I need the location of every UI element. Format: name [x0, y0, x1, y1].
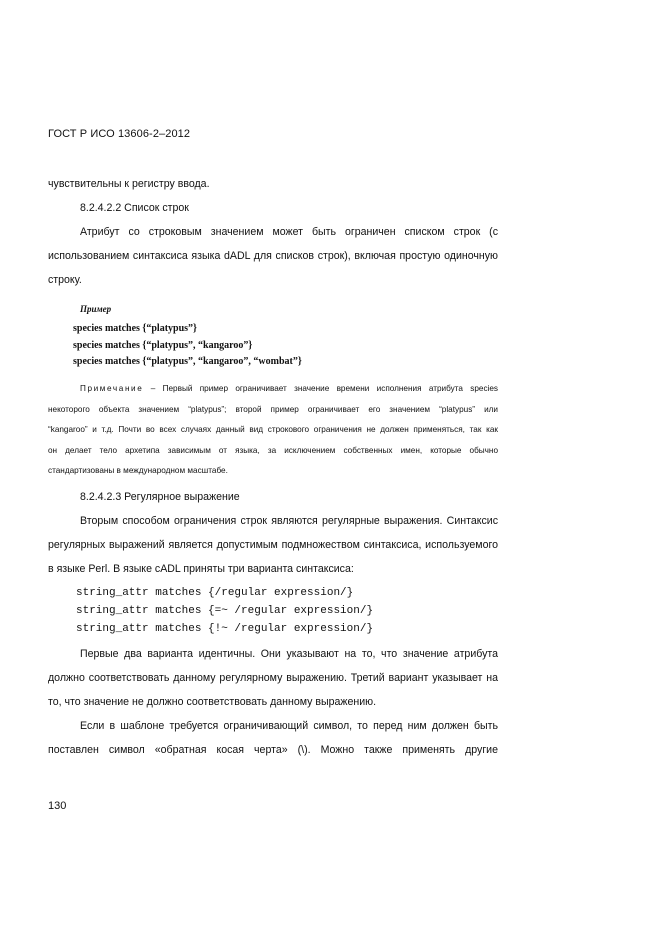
text-line-wrap	[80, 515, 498, 527]
note-text: – Первый пример ограничивает значение времени исполнения атрибута species	[143, 384, 498, 393]
text-line-wrap	[80, 226, 498, 238]
text-line: Атрибут со строковым значением может быть ограничен списком строк (с	[80, 226, 498, 238]
text-line: в языке Perl. В языке cADL приняты три варианта синтаксиса:	[48, 563, 354, 575]
text-line-wrap	[48, 744, 498, 756]
note-text: он делает тело архетипа зависимым от языка, за исключением собственных имен, которые обычно	[48, 446, 498, 455]
example-code-line: species matches {“platypus”, “kangaroo”}	[73, 340, 253, 351]
example-code-line: species matches {“platypus”}	[73, 323, 197, 334]
text-line: регулярных выражений является допустимым подмножеством синтаксиса, используемого	[48, 539, 498, 551]
note-text: стандартизованы в международном масштабе.	[48, 466, 228, 475]
text-line: поставлен символ «обратная косая черта» (\). Можно также применять другие	[48, 744, 498, 756]
text-line: чувствительны к регистру ввода.	[48, 178, 210, 190]
note-line-wrap	[48, 446, 498, 455]
example-code-line: species matches {“platypus”, “kangaroo”, “wombat”}	[73, 356, 302, 367]
page-header: ГОСТ Р ИСО 13606-2–2012	[48, 128, 191, 140]
text-line: Вторым способом ограничения строк являются регулярные выражения. Синтаксис	[80, 515, 498, 527]
text-line-wrap	[80, 720, 498, 732]
note-line-wrap	[80, 384, 498, 393]
note-label: Примечание	[80, 384, 144, 393]
note-text: некоторого объекта значением “platypus”; второй пример ограничивает его значением “platypus” или	[48, 405, 498, 414]
subsection-heading: 8.2.4.2.2 Список строк	[80, 202, 189, 214]
text-line: строку.	[48, 274, 82, 286]
text-line-wrap	[48, 672, 498, 684]
note-text: “kangaroo” и т.д. Почти во всех случаях данный вид строкового ограничения не должен применяться, так как	[48, 425, 498, 434]
note-first-line	[80, 384, 498, 393]
text-line: Первые два варианта идентичны. Они указывают на то, что значение атрибута	[80, 648, 498, 660]
text-line-wrap	[48, 539, 498, 551]
text-line: Если в шаблоне требуется ограничивающий символ, то перед ним должен быть	[80, 720, 498, 732]
section-heading: 8.2.4.2.3 Регулярное выражение	[80, 491, 240, 503]
regex-code-line: string_attr matches {!~ /regular expression/}	[76, 623, 374, 635]
text-line: должно соответствовать данному регулярному выражению. Третий вариант указывает на	[48, 672, 498, 684]
example-label: Пример	[80, 304, 112, 314]
regex-code-line: string_attr matches {=~ /regular expression/}	[76, 605, 374, 617]
regex-code-line: string_attr matches {/regular expression/}	[76, 587, 354, 599]
note-line-wrap	[48, 405, 498, 414]
text-line-wrap	[48, 250, 498, 262]
text-line: то, что значение не должно соответствовать данному выражению.	[48, 696, 377, 708]
note-line-wrap	[48, 425, 498, 434]
page-number: 130	[48, 800, 67, 812]
text-line: использованием синтаксиса языка dADL для списков строк), включая простую одиночную	[48, 250, 498, 262]
text-line-wrap	[80, 648, 498, 660]
